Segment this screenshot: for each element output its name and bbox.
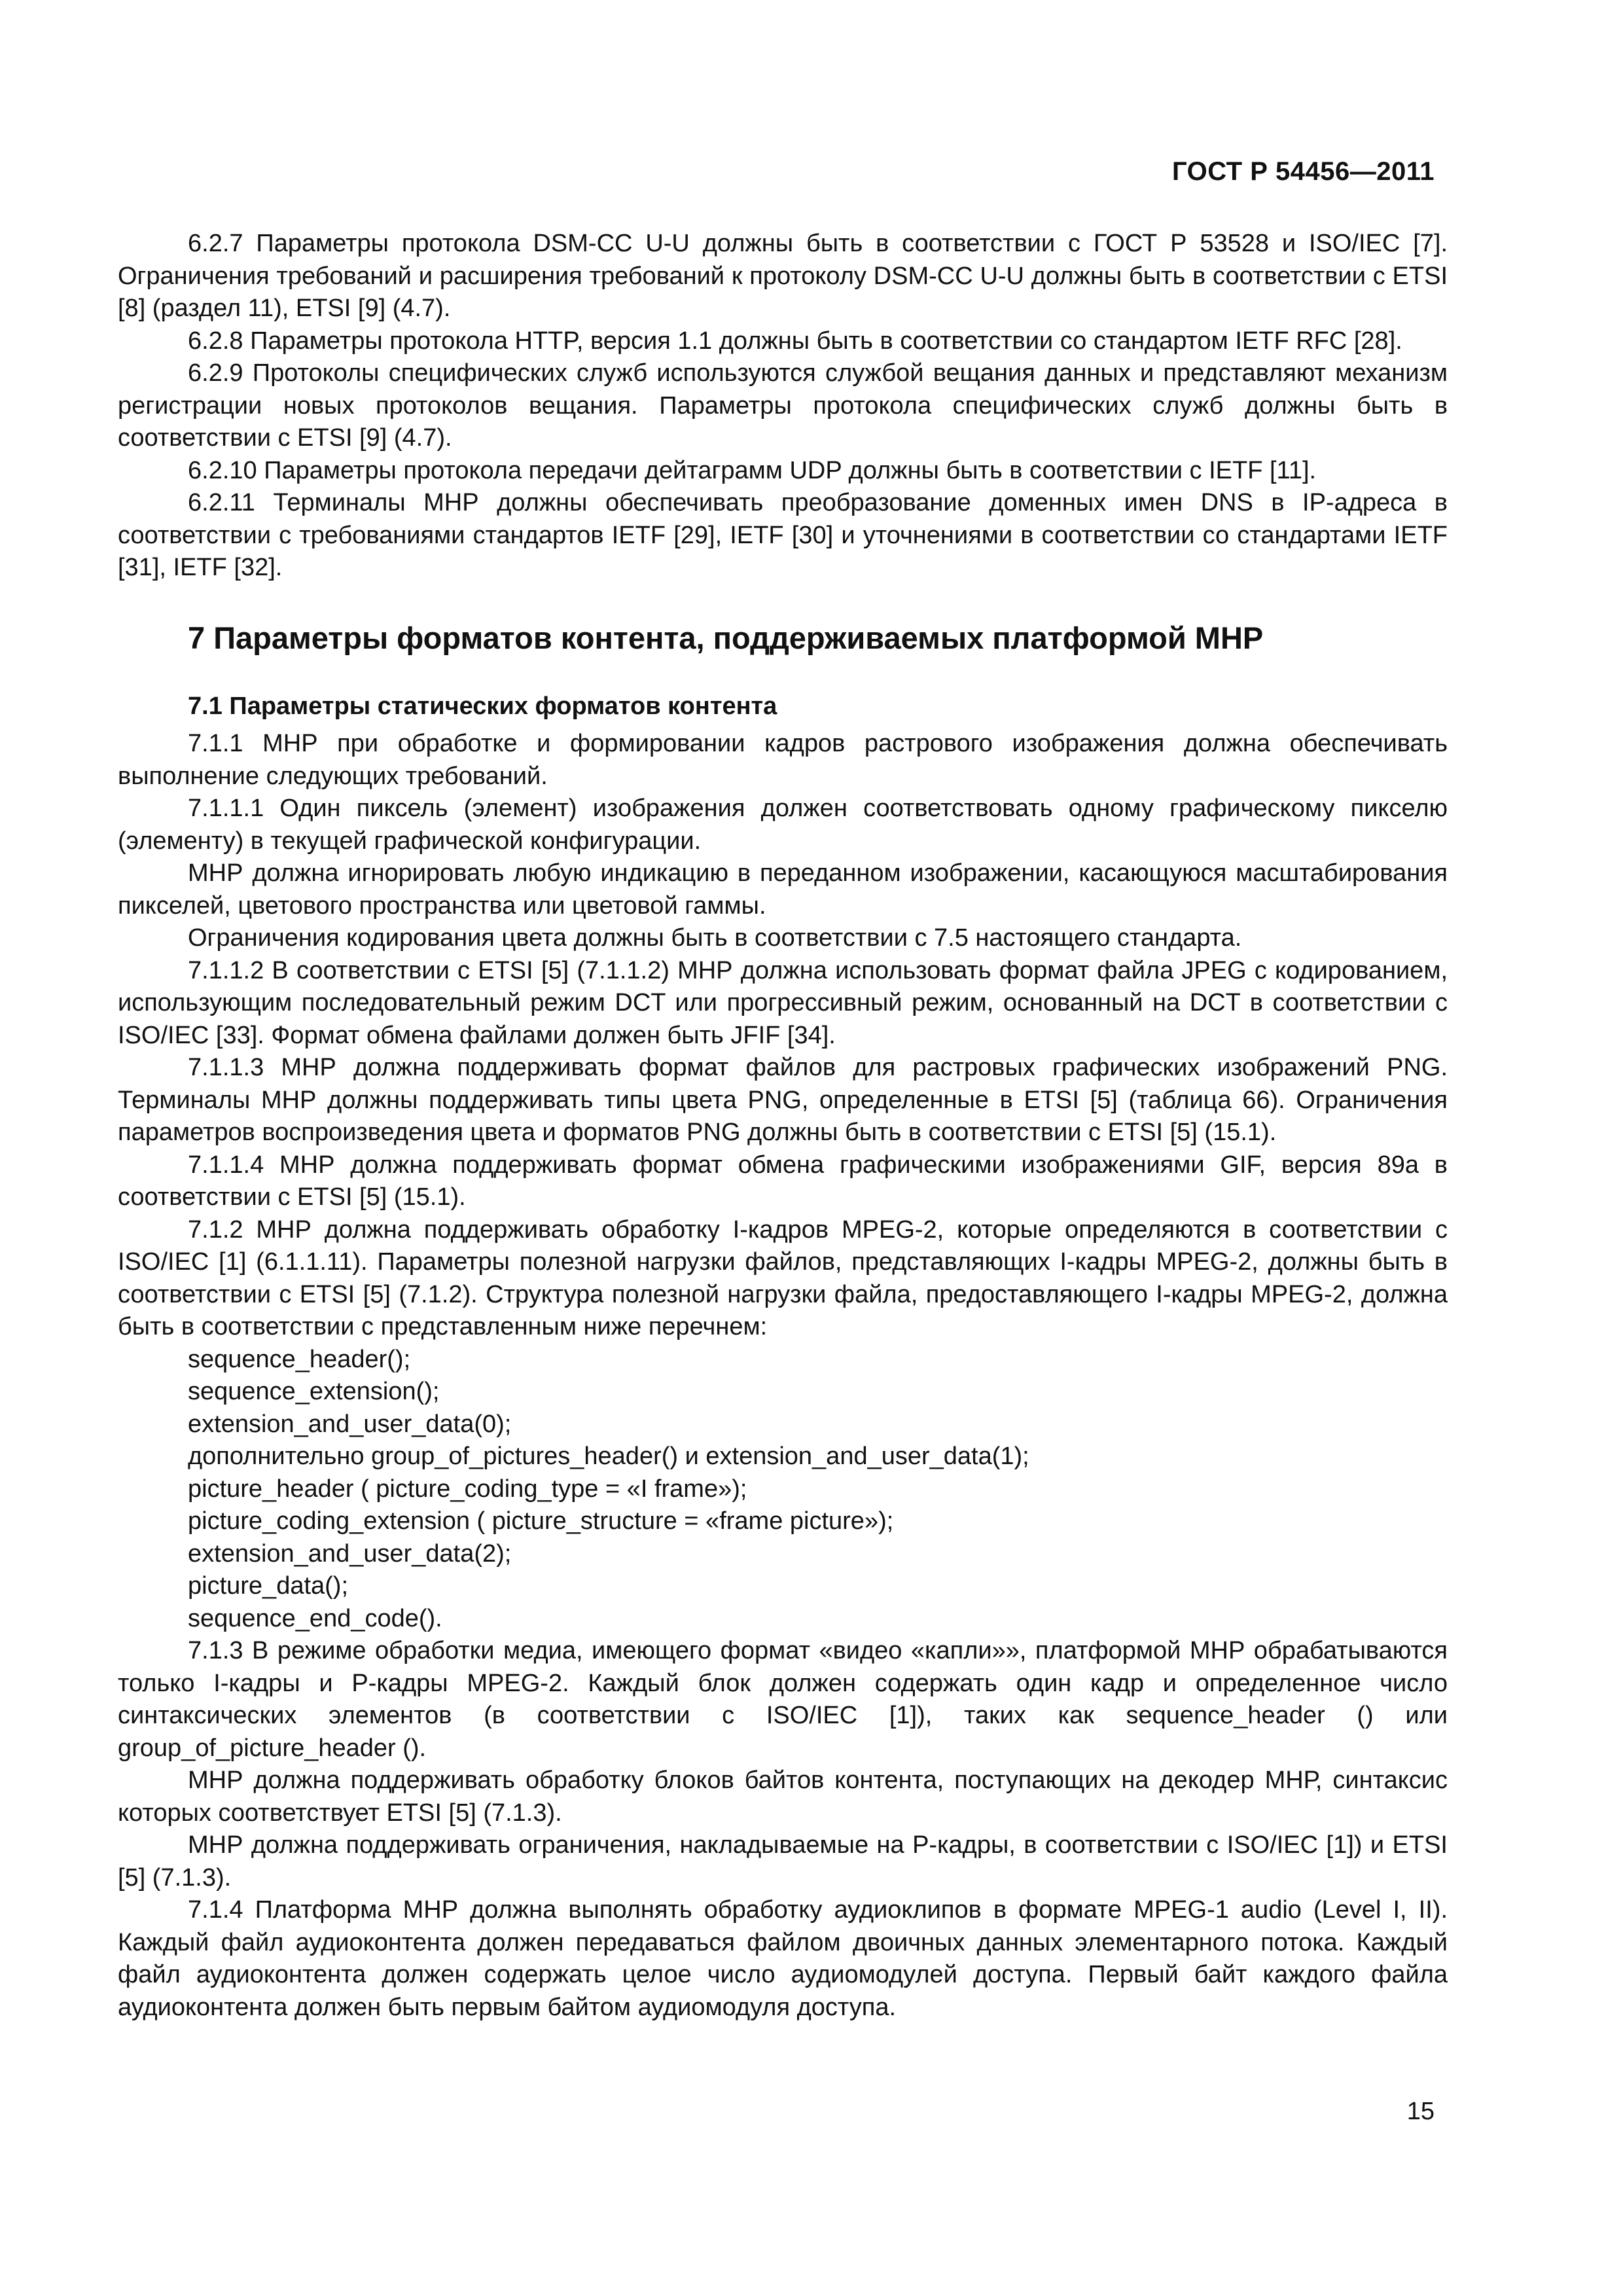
code-line: extension_and_user_data(2); xyxy=(188,1539,512,1568)
document-body xyxy=(118,228,1448,2024)
paragraph-7-1-1: 7.1.1 МНР при обработке и формировании кадров растрового изображения должна обеспечивать выполнение следующих требований. xyxy=(118,730,1448,790)
paragraph-7-1-2: 7.1.2 МНР должна поддерживать обработку I-кадров MPEG-2, которые определяются в соответствии с ISO/IEC [1] (6.1.1.11). Параметры полезной нагрузки файлов, представляющих I-кадры MPEG-2, должны быть в соответствии с ETSI [5] (7.1.2). Структура полезной нагрузки файла, предоставляющего I-кадры MPEG-2, должна быть в соответствии с представленным ниже перечнем: xyxy=(118,1215,1448,1340)
code-line: дополнительно group_of_pictures_header() и extension_and_user_data(1); xyxy=(188,1443,1029,1470)
section-heading: 7 Параметры форматов контента, поддерживаемых платформой МНР xyxy=(188,620,1264,655)
paragraph-7-1-1-4: 7.1.1.4 МНР должна поддерживать формат обмена графическими изображениями GIF, версия 89a в соответствии с ETSI [5] (15.1). xyxy=(118,1151,1448,1211)
paragraph-6-2-9: 6.2.9 Протоколы специфических служб используются службой вещания данных и представляют механизм регистрации новых протоколов вещания. Параметры протокола специфических служб должны быть в соответствии с ETSI [9] (4.7). xyxy=(118,359,1448,452)
code-line: extension_and_user_data(0); xyxy=(188,1410,512,1438)
page-number: 15 xyxy=(1406,2098,1435,2125)
paragraph-mhp-ignore: МНР должна игнорировать любую индикацию в переданном изображении, касающуюся масштабирования пикселей, цветового пространства или цветовой гаммы. xyxy=(118,859,1448,920)
code-line: sequence_extension(); xyxy=(188,1378,440,1405)
code-line: picture_coding_extension ( picture_structure = «frame picture»); xyxy=(188,1507,894,1535)
document-code-header: ГОСТ Р 54456—2011 xyxy=(1172,157,1435,186)
paragraph-6-2-11: 6.2.11 Терминалы МНР должны обеспечивать преобразование доменных имен DNS в IP-адреса в соответствии с требованиями стандартов IETF [29], IETF [30] и уточнениями в соответствии со стандартами IETF [31], IETF [32]. xyxy=(118,489,1448,581)
paragraph-color-limits: Ограничения кодирования цвета должны быть в соответствии с 7.5 настоящего стандарта. xyxy=(188,924,1242,952)
paragraph-7-1-1-1: 7.1.1.1 Один пиксель (элемент) изображения должен соответствовать одному графическому пикселю (элементу) в текущей графической конфигурации. xyxy=(118,795,1448,855)
paragraph-6-2-8: 6.2.8 Параметры протокола HTTP, версия 1.1 должны быть в соответствии со стандартом IETF RFC [28]. xyxy=(188,327,1402,355)
code-line: sequence_header(); xyxy=(188,1345,411,1373)
paragraph-mhp-p-frames: МНР должна поддерживать ограничения, накладываемые на P-кадры, в соответствии с ISO/IEC [1]) и ETSI [5] (7.1.3). xyxy=(118,1831,1448,1892)
code-line: picture_data(); xyxy=(188,1572,349,1600)
paragraph-mhp-blocks: МНР должна поддерживать обработку блоков байтов контента, поступающих на декодер МНР, синтаксис которых соответствует ETSI [5] (7.1.3). xyxy=(118,1767,1448,1827)
paragraph-6-2-7: 6.2.7 Параметры протокола DSM-CC U-U должны быть в соответствии с ГОСТ Р 53528 и ISO/IEC [7]. Ограничения требований и расширения требований к протоколу DSM-CC U-U должны быть в соответствии с ETSI [8] (раздел 11), ETSI [9] (4.7). xyxy=(118,230,1448,322)
paragraph-7-1-1-2: 7.1.1.2 В соответствии с ETSI [5] (7.1.1.2) МНР должна использовать формат файла JPEG с кодированием, использующим последовательный режим DCT или прогрессивный режим, основанный на DCT в соответствии с ISO/IEC [33]. Формат обмена файлами должен быть JFIF [34]. xyxy=(118,956,1448,1049)
code-line: sequence_end_code(). xyxy=(188,1604,442,1632)
subsection-heading: 7.1 Параметры статических форматов контента xyxy=(188,692,777,720)
paragraph-6-2-10: 6.2.10 Параметры протокола передачи дейтаграмм UDP должны быть в соответствии с IETF [11]. xyxy=(188,456,1317,484)
paragraph-7-1-3: 7.1.3 В режиме обработки медиа, имеющего формат «видео «капли»», платформой МНР обрабатываются только I-кадры и P-кадры MPEG-2. Каждый блок должен содержать один кадр и определенное число синтаксических элементов (в соответствии с ISO/IEC [1]), таких как sequence_header () или group_of_picture_header (). xyxy=(118,1637,1448,1762)
paragraph-7-1-4: 7.1.4 Платформа МНР должна выполнять обработку аудиоклипов в формате MPEG-1 audio (Level I, II). Каждый файл аудиоконтента должен передаваться файлом двоичных данных элементарного потока. Каждый файл аудиоконтента должен содержать целое число аудиомодулей доступа. Первый байт каждого файла аудиоконтента должен быть первым байтом аудиомодуля доступа. xyxy=(118,1896,1448,2021)
paragraph-7-1-1-3: 7.1.1.3 МНР должна поддерживать формат файлов для растровых графических изображений PNG. Терминалы МНР должны поддерживать типы цвета PNG, определенные в ETSI [5] (таблица 66). Ограничения параметров воспроизведения цвета и форматов PNG должны быть в соответствии с ETSI [5] (15.1). xyxy=(118,1054,1448,1146)
code-line: picture_header ( picture_coding_type = «I frame»); xyxy=(188,1475,747,1503)
